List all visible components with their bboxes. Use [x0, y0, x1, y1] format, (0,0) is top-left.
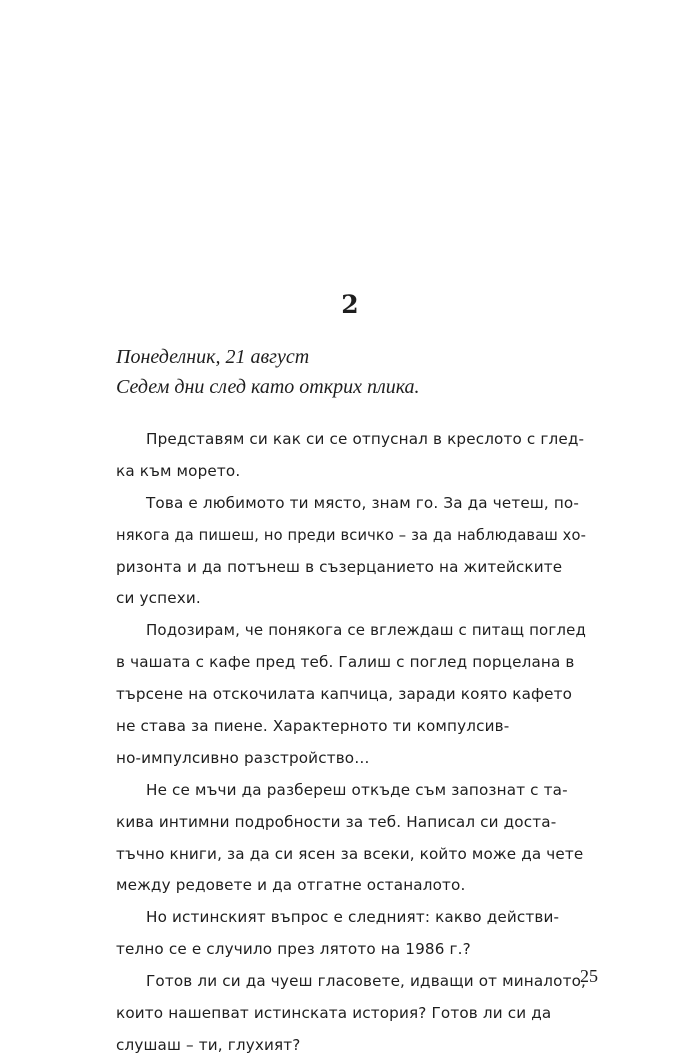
text-line: които нашепват истинската история? Готов ли си да [116, 1004, 552, 1023]
page-number: 25 [580, 966, 598, 986]
text-line: телно се е случило през лятото на 1986 г.? [116, 940, 471, 959]
text-line: Представям си как си се отпуснал в креслото с глед- [146, 430, 585, 448]
epigraph-date-line: Понеделник, 21 август [116, 346, 310, 368]
text-line: тъчно книги, за да си ясен за всеки, който може да чете [116, 844, 584, 863]
text-line: Но истинският въпрос е следният: какво действи- [146, 908, 560, 927]
chapter-number: 2 [341, 290, 359, 319]
text-line: между редовете и да отгатне останалото. [116, 876, 466, 895]
text-line: ризонта и да потънеш в съзерцанието на житейските [116, 557, 563, 576]
text-line: търсене на отскочилата капчица, заради която кафето [116, 685, 573, 704]
text-line: в чашата с кафе пред теб. Галиш с поглед порцелана в [116, 653, 575, 672]
text-line: Подозирам, че понякога се вглеждаш с питащ поглед [146, 621, 586, 640]
text-line: някога да пишеш, но преди всичко – за да наблюдаваш хо- [116, 525, 586, 544]
text-line: ка към морето. [116, 461, 241, 480]
text-line: Това е любимото ти място, знам го. За да четеш, по- [146, 493, 579, 512]
body-text [116, 424, 586, 1062]
text-line: Готов ли си да чуеш гласовете, идващи от миналото, [146, 972, 586, 991]
text-line: не става за пиене. Характерното ти компулсив- [116, 717, 510, 736]
text-line: слушаш – ти, глухият? [116, 1035, 301, 1054]
chapter-epigraph [116, 342, 596, 402]
text-line: Не се мъчи да разбереш откъде съм запознат с та- [146, 780, 568, 799]
text-line: кива интимни подробности за теб. Написал си доста- [116, 812, 557, 831]
text-line: си успехи. [116, 589, 201, 608]
epigraph-subtitle-line: Седем дни след като открих плика. [116, 376, 420, 398]
text-line: но-импулсивно разстройство… [116, 748, 370, 767]
